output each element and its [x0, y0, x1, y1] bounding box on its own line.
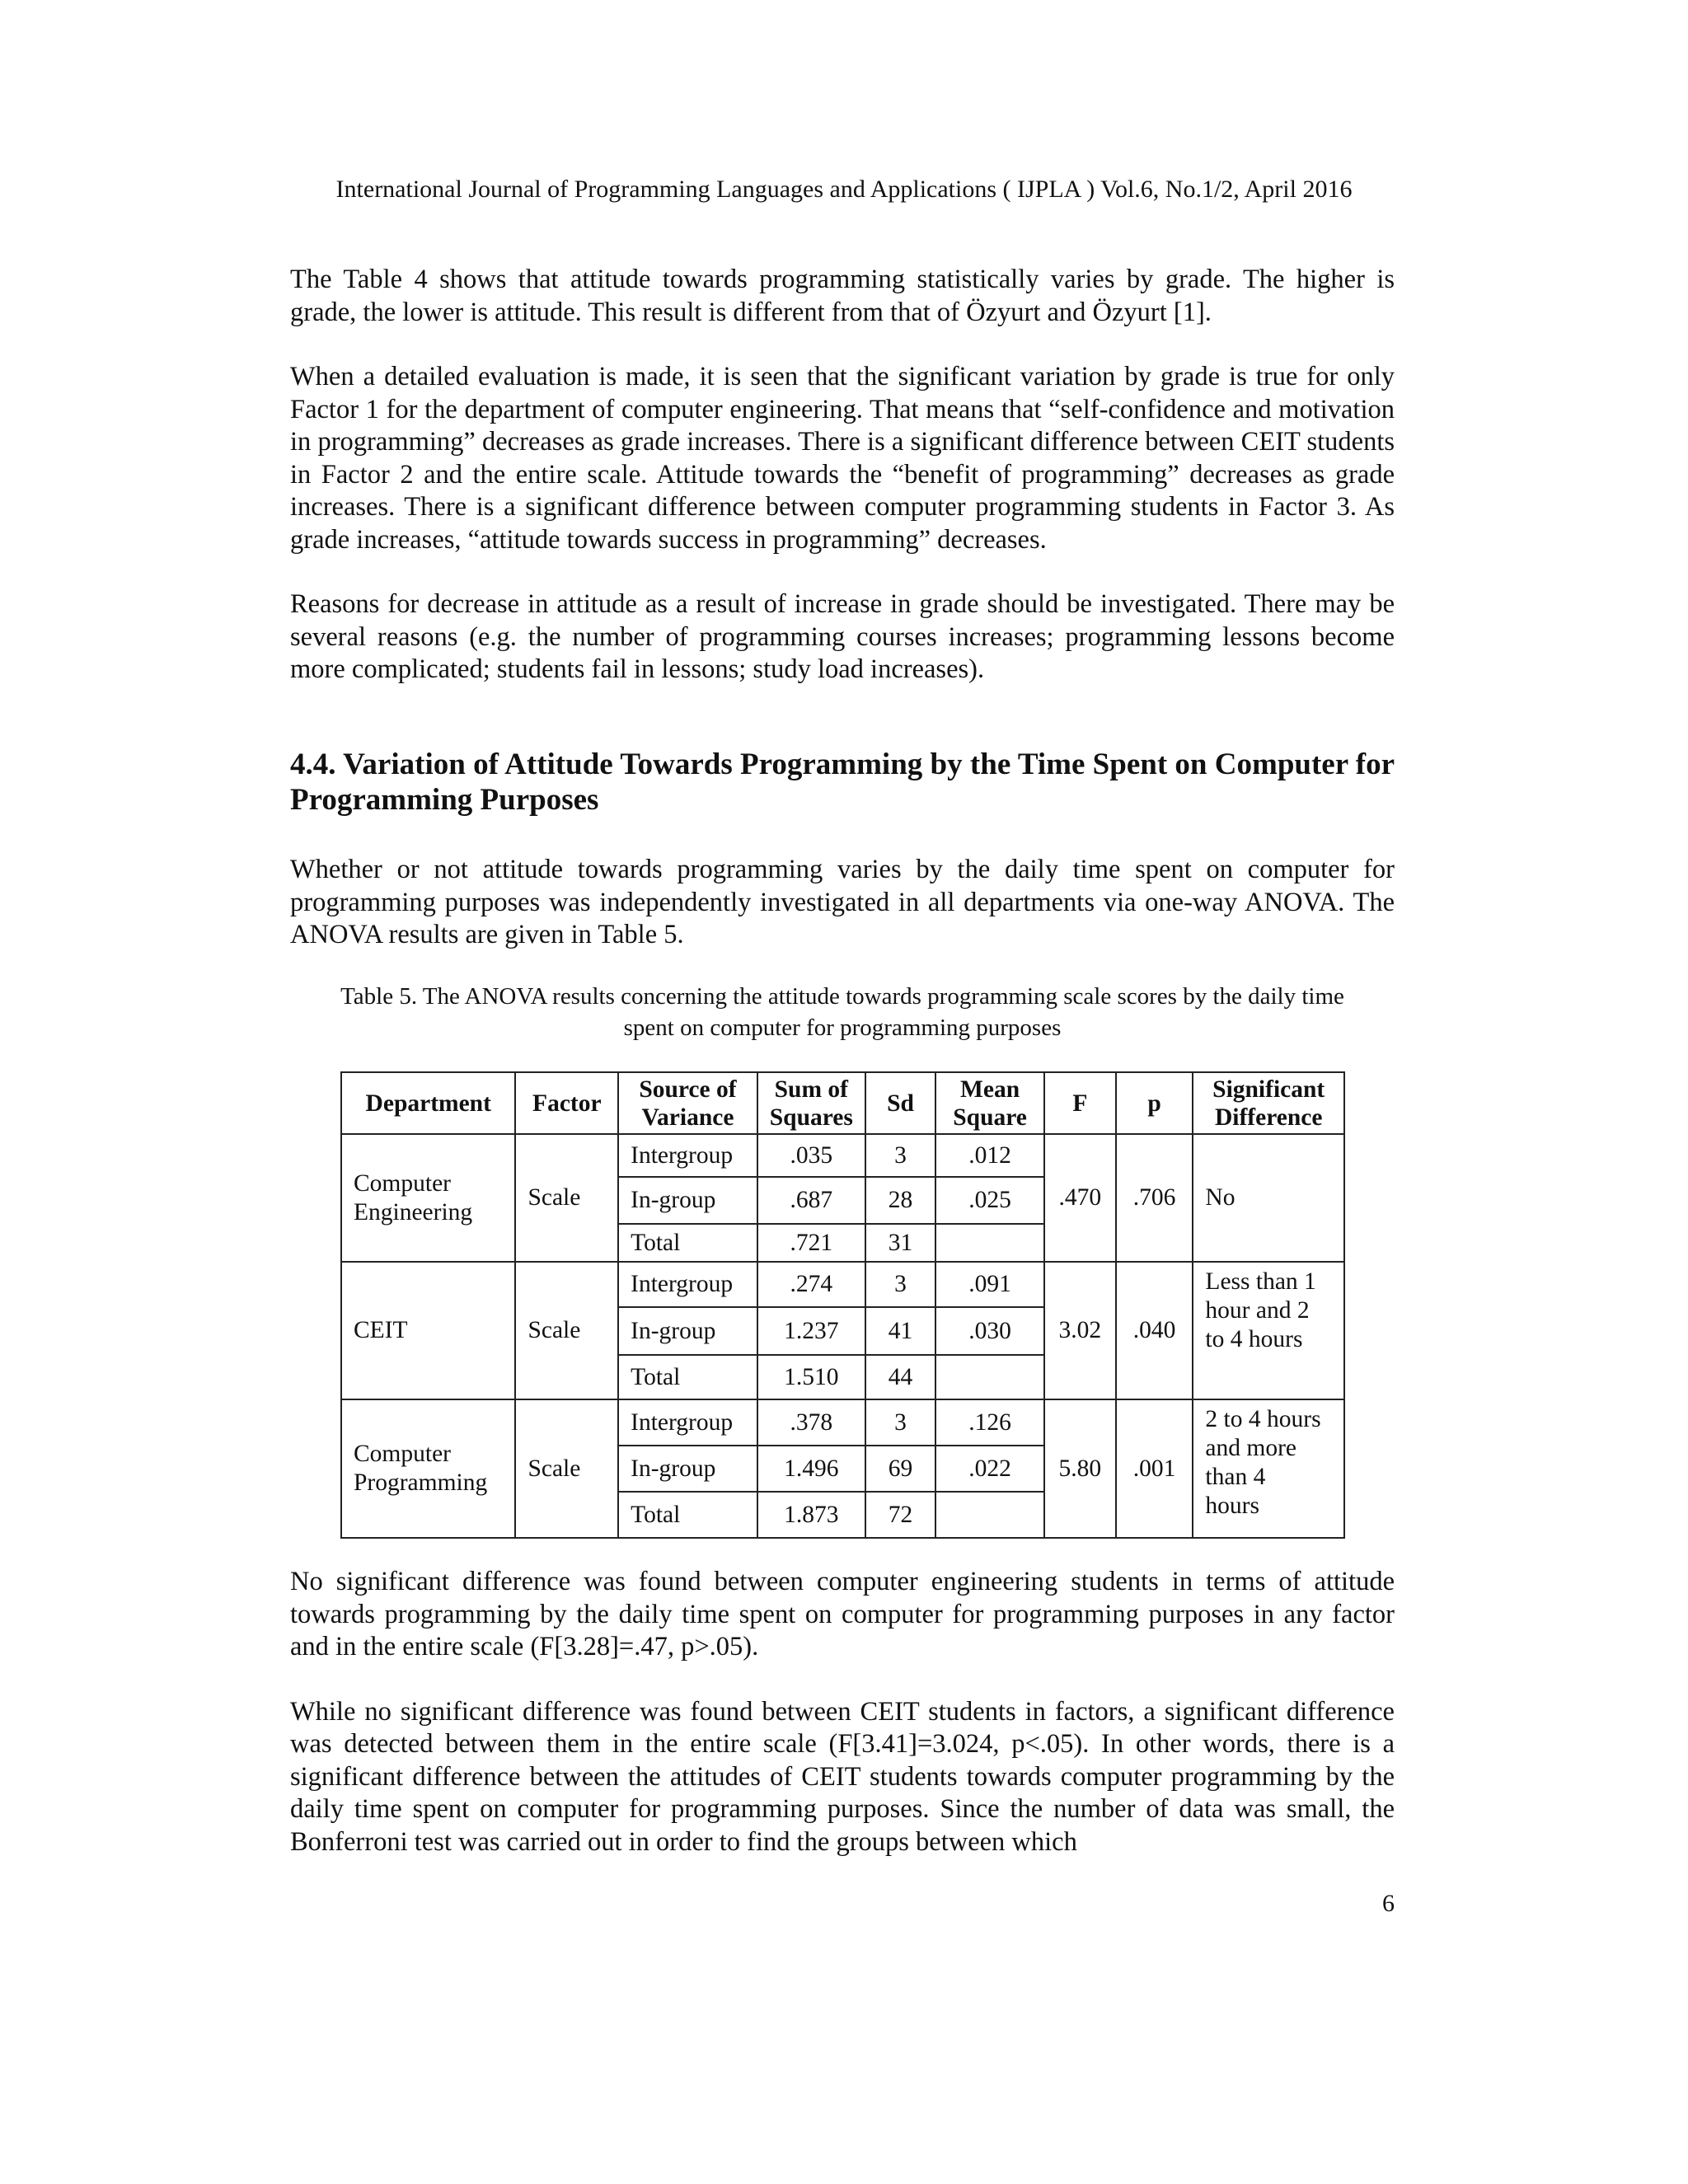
section-heading: 4.4. Variation of Attitude Towards Programming by the Time Spent on Computer for Programming Purposes [290, 748, 1395, 817]
cell-sum-of-squares: .721 [757, 1224, 865, 1262]
body-text-bottom [290, 1566, 1395, 1858]
cell-p: .706 [1116, 1134, 1193, 1262]
table-header-row [341, 1072, 1344, 1134]
cell-significant-difference: Less than 1 hour and 2 to 4 hours [1193, 1262, 1344, 1399]
cell-mean-square: .091 [935, 1262, 1044, 1307]
header-f: F [1044, 1072, 1116, 1134]
cell-sd: 28 [865, 1177, 935, 1224]
body-text-intro [290, 854, 1395, 952]
header-sum-of-squares: Sum of Squares [757, 1072, 865, 1134]
cell-sd: 3 [865, 1399, 935, 1446]
cell-mean-square: .025 [935, 1177, 1044, 1224]
paragraph-anova-intro: Whether or not attitude towards programming varies by the daily time spent on computer for programming purposes was independently investigated in all departments via one-way ANOVA. The ANOVA results are given in Table 5. [290, 855, 1395, 949]
cell-source: Intergroup [618, 1262, 757, 1307]
anova-table [340, 1071, 1345, 1539]
cell-sum-of-squares: 1.873 [757, 1492, 865, 1538]
cell-source: Total [618, 1492, 757, 1538]
journal-header: International Journal of Programming Languages and Applications ( IJPLA ) Vol.6, No.1/2, April 2016 [335, 176, 1353, 203]
header-department: Department [341, 1072, 515, 1134]
cell-sum-of-squares: 1.496 [757, 1446, 865, 1492]
table-caption-line1: Table 5. The ANOVA results concerning the attitude towards programming scale scores by the daily time [340, 983, 1344, 1010]
cell-department: CEIT [341, 1262, 515, 1399]
cell-mean-square: .030 [935, 1307, 1044, 1355]
cell-source: Intergroup [618, 1134, 757, 1177]
cell-p: .001 [1116, 1399, 1193, 1538]
body-text-top [290, 264, 1395, 687]
cell-mean-square [935, 1492, 1044, 1538]
cell-source: Total [618, 1224, 757, 1262]
cell-sum-of-squares: .035 [757, 1134, 865, 1177]
cell-sd: 41 [865, 1307, 935, 1355]
cell-mean-square [935, 1355, 1044, 1399]
paragraph-computer-engineering-result: No significant difference was found between computer engineering students in terms of attitude towards programming by the daily time spent on computer for programming purposes in any factor and in the entire scale (F[3.28]=.47, p>.05). [290, 1567, 1395, 1661]
header-mean-square: Mean Square [935, 1072, 1044, 1134]
cell-sd: 69 [865, 1446, 935, 1492]
cell-significant-difference: No [1193, 1134, 1344, 1262]
table-caption [290, 981, 1395, 1043]
header-factor: Factor [515, 1072, 618, 1134]
cell-f: 5.80 [1044, 1399, 1116, 1538]
cell-source: Intergroup [618, 1399, 757, 1446]
paragraph-reasons: Reasons for decrease in attitude as a result of increase in grade should be investigated. There may be several reasons (e.g. the number of programming courses increases; programming lessons become more complicated; students fail in lessons; study load increases). [290, 589, 1395, 684]
cell-sum-of-squares: 1.510 [757, 1355, 865, 1399]
cell-mean-square [935, 1224, 1044, 1262]
cell-sd: 72 [865, 1492, 935, 1538]
cell-mean-square: .126 [935, 1399, 1044, 1446]
cell-department: Computer Programming [341, 1399, 515, 1538]
cell-mean-square: .012 [935, 1134, 1044, 1177]
cell-factor: Scale [515, 1399, 618, 1538]
cell-sd: 3 [865, 1262, 935, 1307]
paragraph-ceit-result: While no significant difference was found between CEIT students in factors, a significant difference was detected between them in the entire scale (F[3.41]=3.024, p<.05). In other words, there is a significant difference between the attitudes of CEIT students towards computer programming by the daily time spent on computer for programming purposes. Since the number of data was small, the Bonferroni test was carried out in order to find the groups between which [290, 1696, 1395, 1857]
cell-sum-of-squares: 1.237 [757, 1307, 865, 1355]
cell-sd: 44 [865, 1355, 935, 1399]
header-p: p [1116, 1072, 1193, 1134]
cell-sd: 31 [865, 1224, 935, 1262]
cell-significant-difference: 2 to 4 hours and more than 4 hours [1193, 1399, 1344, 1538]
cell-sum-of-squares: .378 [757, 1399, 865, 1446]
cell-mean-square: .022 [935, 1446, 1044, 1492]
cell-sum-of-squares: .274 [757, 1262, 865, 1307]
cell-f: .470 [1044, 1134, 1116, 1262]
table-caption-line2: spent on computer for programming purposes [623, 1015, 1062, 1041]
cell-factor: Scale [515, 1262, 618, 1399]
cell-factor: Scale [515, 1134, 618, 1262]
cell-sum-of-squares: .687 [757, 1177, 865, 1224]
cell-source: Total [618, 1355, 757, 1399]
cell-source: In-group [618, 1307, 757, 1355]
cell-f: 3.02 [1044, 1262, 1116, 1399]
table-row [341, 1262, 1344, 1307]
paragraph-table4-result: The Table 4 shows that attitude towards programming statistically varies by grade. The higher is grade, the lower is attitude. This result is different from that of Özyurt and Özyurt [1]. [290, 265, 1395, 327]
header-source-of-variance: Source of Variance [618, 1072, 757, 1134]
cell-department: Computer Engineering [341, 1134, 515, 1262]
cell-source: In-group [618, 1177, 757, 1224]
paragraph-detailed-evaluation: When a detailed evaluation is made, it is seen that the significant variation by grade is true for only Factor 1 for the department of computer engineering. That means that “self-confidence and motivation in programming” decreases as grade increases. There is a significant difference between CEIT students in Factor 2 and the entire scale. Attitude towards the “benefit of programming” decreases as grade increases. There is a significant difference between computer programming students in Factor 3. As grade increases, “attitude towards success in programming” decreases. [290, 362, 1395, 555]
header-sd: Sd [865, 1072, 935, 1134]
header-significant-difference: Significant Difference [1193, 1072, 1344, 1134]
cell-source: In-group [618, 1446, 757, 1492]
table-row [341, 1399, 1344, 1446]
cell-p: .040 [1116, 1262, 1193, 1399]
cell-sd: 3 [865, 1134, 935, 1177]
page-number: 6 [1382, 1890, 1395, 1917]
table-row [341, 1134, 1344, 1177]
